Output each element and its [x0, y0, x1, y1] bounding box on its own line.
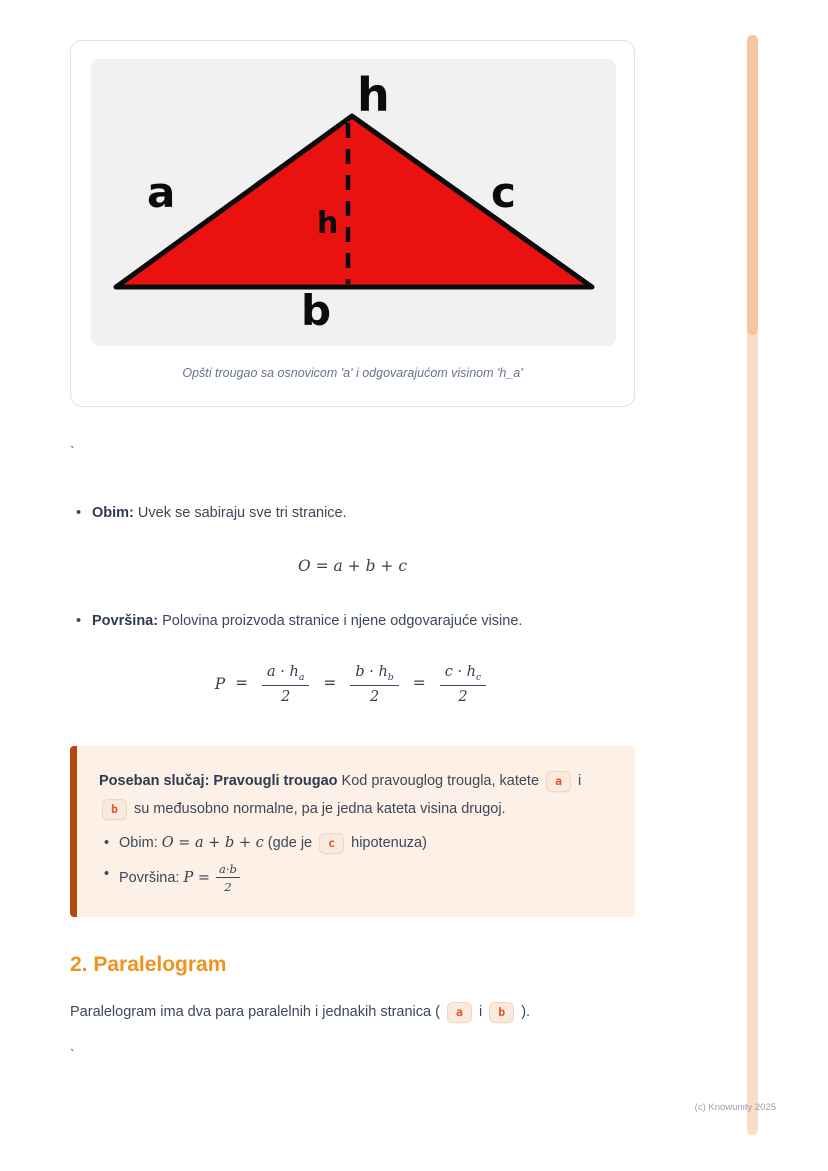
label-apex-h: h [357, 68, 390, 122]
term-obim: Obim: [92, 505, 134, 521]
frac-a-var: a [267, 663, 276, 680]
callout-obim-paren-close: hipotenuza) [351, 835, 427, 852]
stray-backtick-1: ` [70, 443, 75, 459]
label-base-b: b [301, 286, 332, 335]
callout-list [99, 831, 607, 894]
dot-operator: · [457, 663, 463, 680]
text-povrsina: Polovina proizvoda stranice i njene odgovarajuće visine. [162, 612, 523, 629]
area-lhs: P [214, 674, 226, 693]
paralelogram-paragraph [70, 1001, 635, 1024]
equals-sign: = [323, 674, 337, 693]
callout-title: Poseban slučaj: Pravougli trougao [99, 773, 338, 790]
label-side-c: c [491, 168, 516, 217]
figure-caption: Opšti trougao sa osnovicom 'a' i odgovarajućom visinom 'h_a' [182, 366, 523, 380]
label-height-h: h [317, 206, 339, 241]
frac-a-den: 2 [281, 689, 291, 706]
small-frac-den: 2 [224, 880, 232, 895]
section-heading-paralelogram: 2. Paralelogram [70, 952, 227, 976]
callout-povrsina-lhs: P = [183, 870, 210, 887]
para-text-after: ). [521, 1003, 531, 1020]
frac-b-h: h [378, 663, 388, 680]
frac-b-sub: b [387, 671, 394, 683]
frac-b-var: b [355, 663, 365, 680]
scrollbar-track[interactable] [747, 35, 758, 1135]
callout-item-povrsina [99, 862, 607, 895]
callout-item-obim [99, 831, 607, 856]
callout-obim-paren: (gde je [267, 835, 313, 852]
callout-intro: Kod pravouglog trougla, katete [341, 773, 540, 790]
perimeter-formula: O = a + b + c [297, 556, 408, 575]
triangle-shape [116, 116, 592, 287]
triangle-figure [91, 59, 616, 346]
code-chip-a: a [546, 771, 571, 792]
equals-sign: = [412, 674, 426, 693]
term-povrsina: Površina: [92, 612, 159, 629]
code-chip-a-2: a [447, 1002, 472, 1023]
list-item-obim [70, 503, 635, 525]
frac-c-den: 2 [458, 689, 468, 706]
frac-c-sub: c [476, 671, 482, 683]
callout-povrsina-fraction [216, 862, 240, 895]
frac-b-den: 2 [369, 689, 380, 706]
text-obim: Uvek se sabiraju sve tri stranice. [137, 505, 347, 521]
callout-obim-formula: O = a + b + c [161, 835, 264, 852]
para-text-before: Paralelogram ima dva para paralelnih i jednakih stranica ( [70, 1003, 440, 1020]
list-item-povrsina [70, 611, 635, 633]
callout-special-case [70, 746, 635, 916]
stray-backtick-2: ` [70, 1045, 75, 1062]
callout-obim-label: Obim: [119, 835, 158, 852]
frac-c-h: h [466, 663, 476, 680]
copyright: (c) Knowunity 2025 [694, 1102, 776, 1113]
code-chip-c: c [319, 833, 344, 854]
small-frac-num: a·b [216, 862, 240, 878]
code-chip-b: b [102, 799, 127, 820]
dot-operator: · [369, 663, 374, 680]
frac-a-h: h [289, 663, 299, 680]
callout-intro-2: su međusobno normalne, pa je jedna kateta visina drugoj. [133, 800, 506, 817]
fraction-a [262, 663, 309, 707]
frac-a-sub: a [298, 671, 305, 683]
frac-c-var: c [444, 663, 453, 680]
label-side-a: a [147, 168, 176, 217]
code-chip-b-2: b [489, 1002, 514, 1023]
area-formula [70, 663, 635, 707]
callout-povrsina-label: Površina: [119, 870, 180, 887]
callout-conjunction: i [578, 773, 582, 790]
dot-operator: · [280, 663, 285, 680]
fraction-c [440, 663, 487, 707]
content-column [70, 0, 635, 1062]
properties-list [70, 503, 635, 525]
equals-sign: = [235, 674, 249, 693]
properties-list-2 [70, 611, 635, 633]
figure-card [70, 40, 635, 407]
callout-body [99, 768, 607, 823]
scrollbar-thumb[interactable] [747, 35, 758, 335]
para-conjunction: i [478, 1003, 483, 1020]
fraction-b [350, 663, 399, 707]
